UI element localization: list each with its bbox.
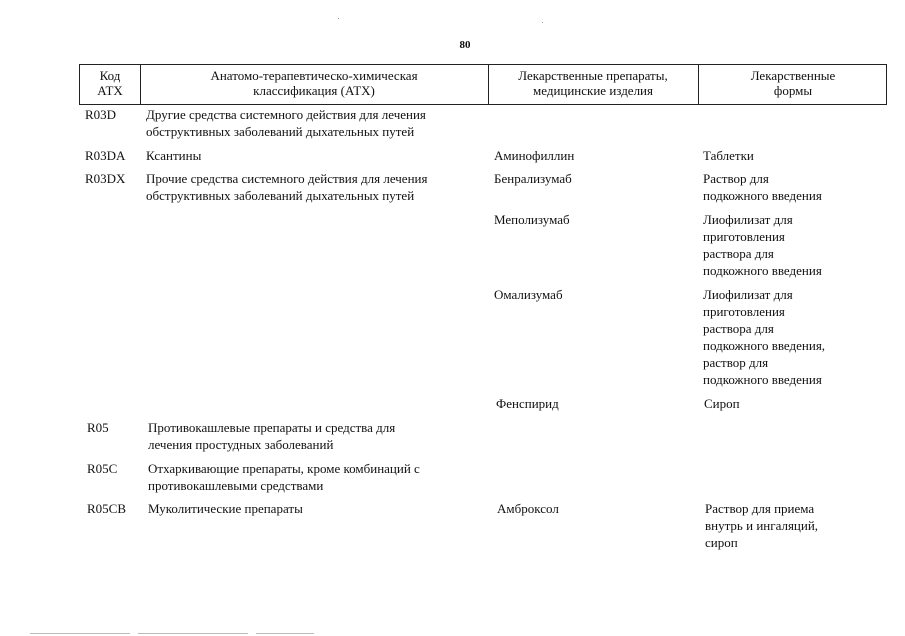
atc-classification: Муколитические препараты [148,501,303,516]
drug-name: Фенспирид [496,396,559,411]
scan-edge-line [256,633,314,634]
atc-classification: лечения простудных заболеваний [148,437,334,452]
page-number: 80 [459,39,471,51]
drug-name: Меполизумаб [494,212,570,227]
dosage-form: подкожного введения [703,372,822,387]
dosage-form: Раствор для приема [705,501,815,516]
header-drugs-line: медицинские изделия [533,83,653,98]
header-forms-line: формы [773,83,813,98]
dosage-form: раствор для [703,355,769,370]
dosage-form: Раствор для [703,171,769,186]
dosage-form: внутрь и ингаляций, [705,518,819,533]
atc-code: R03DX [85,171,126,186]
header-code [80,68,140,98]
dosage-form: приготовления [703,229,785,244]
header-code-line: АТХ [97,83,123,98]
scan-speck [338,18,339,19]
dosage-form: подкожного введения [703,263,822,278]
atc-classification: Ксантины [146,148,202,163]
atc-classification: Противокашлевые препараты и средства для [148,420,396,435]
atc-code: R05 [87,420,109,435]
atc-code: R03DA [85,148,126,163]
scan-speck [542,22,543,23]
atc-classification: обструктивных заболеваний дыхательных путей [146,124,415,139]
drug-name: Аминофиллин [494,148,575,163]
atc-classification: Другие средства системного действия для лечения [146,107,426,122]
scan-edge-line [30,633,130,634]
atc-classification: обструктивных заболеваний дыхательных путей [146,188,415,203]
dosage-form: Таблетки [703,148,754,163]
atc-classification: Отхаркивающие препараты, кроме комбинаций с [148,461,420,476]
dosage-form: Лиофилизат для [703,287,793,302]
dosage-form: раствора для [703,246,774,261]
dosage-form: Лиофилизат для [703,212,793,227]
header-classification-line: классификация (АТХ) [253,83,375,98]
atc-classification: Прочие средства системного действия для лечения [146,171,428,186]
atc-code: R05C [87,461,118,476]
dosage-form: раствора для [703,321,774,336]
dosage-form: Сироп [704,396,740,411]
header-drugs [488,68,698,98]
atc-classification: противокашлевыми средствами [148,478,324,493]
dosage-form: сироп [705,535,738,550]
header-classification-line: Анатомо-терапевтическо-химическая [210,68,418,83]
dosage-form: подкожного введения, [703,338,826,353]
dosage-form: подкожного введения [703,188,822,203]
atc-code: R05CB [87,501,127,516]
dosage-form: приготовления [703,304,785,319]
drug-name: Бенрализумаб [494,171,572,186]
header-forms-line: Лекарственные [750,68,836,83]
header-drugs-line: Лекарственные препараты, [518,68,668,83]
header-classification [140,68,488,98]
table-header [79,64,887,105]
atc-code: R03D [85,107,117,122]
drug-name: Омализумаб [494,287,563,302]
header-code-line: Код [99,68,121,83]
scan-edge-line [138,633,248,634]
drug-name: Амброксол [497,501,559,516]
header-forms [698,68,888,98]
